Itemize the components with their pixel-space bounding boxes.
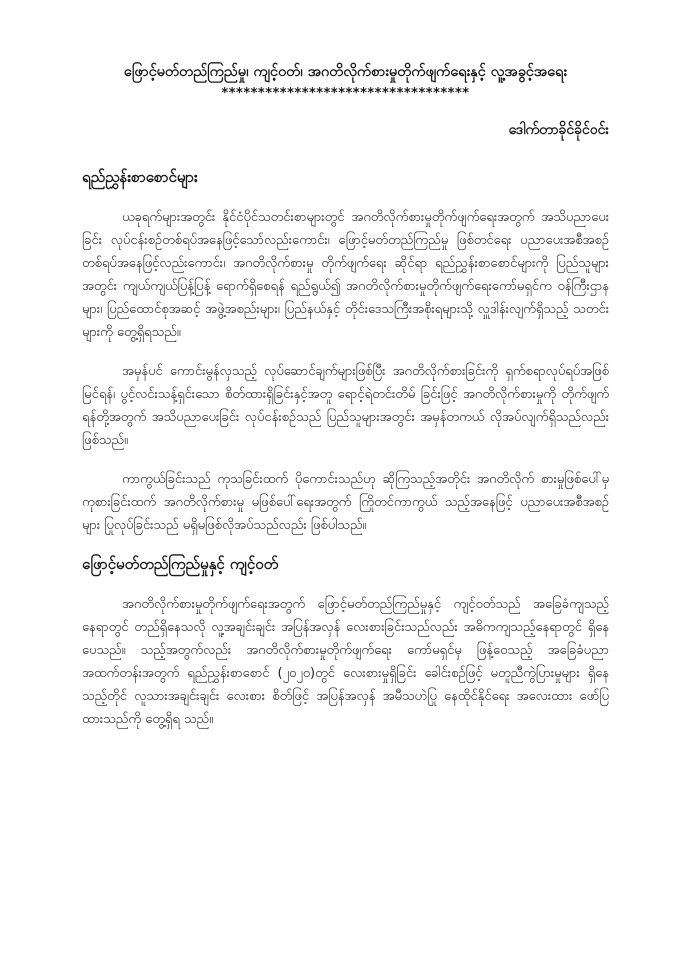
author-name: ဒေါက်တာခိုင်ခိုင်ဝင်း [508,122,609,138]
paragraph: အဂတိလိုက်စားမှုတိုက်ဖျက်ရေးအတွက် ဖြောင့်မတ်တည်ကြည်မှုနှင့် ကျင့်ဝတ်သည် အခြေခံကျသည့်နေရာတွင် တည်ရှိနေသလို လူ့အချင်းချင်း အပြန်အလှန် လေးစားခြင်းသည်လည်း အဓိကကျသည့်နေရာတွင် ရှိနေပေသည်။ သည့်အတွက်လည်း အဂတိလိုက်စားမှုတိုက်ဖျက်ရေး ကော်မရှင်မှ ဖြန့်ဝေသည့် အခြေခံပညာအထက်တန်းအတွက် ရည်ညွှန်းစာစောင် (၂၀၂၀)တွင် လေးစားမှုရှိခြင်း ခေါင်းစဉ်ဖြင့် မတူညီကွဲပြားမှုများ ရှိနေသည့်တိုင် လူသားအချင်းချင်း လေးစား စိတ်ဖြင့် အပြန်အလှန် အမီသဟဲပြု နေထိုင်နိုင်ရေး အလေးထား ဖော်ပြထားသည်ကို တွေ့ရှိရ သည်။ [82,597,609,727]
section-heading-integrity-ethics: ဖြောင့်မတ်တည်ကြည်မှုနှင့် ကျင့်ဝတ် [82,555,279,573]
document-title: ဖြောင့်မတ်တည်ကြည်မှု၊ ကျင့်ဝတ်၊ အဂတိလိုက်စားမှုတိုက်ဖျက်ရေးနှင့် လူ့အခွင့်အရေး [123,64,568,80]
section-heading-references: ရည်ညွှန်းစာစောင်များ [82,168,198,186]
paragraph: ယခုရက်များအတွင်း နိုင်ငံပိုင်သတင်းစာများတွင် အဂတိလိုက်စားမှုတိုက်ဖျက်ရေးအတွက် အသိပညာပေးခြင်း လုပ်ငန်းစဉ်တစ်ရပ်အနေဖြင့်သော်လည်းကောင်း၊ ဖြောင့်မတ်တည်ကြည်မှု ဖြစ်တင်ရေး ပညာပေးအစီအစဉ်တစ်ရပ်အနေဖြင့်လည်းကောင်း၊ အဂတိလိုက်စားမှု တိုက်ဖျက်ရေး ဆိုင်ရာ ရည်ညွှန်းစာစောင်များကို ပြည်သူများအတွင်း ကျယ်ကျယ်ပြန့်ပြန့် ရောက်ရှိစေရန် ရည်ရွယ်၍ အဂတိလိုက်စားမှုတိုက်ဖျက်ရေးကော်မရှင်က ဝန်ကြီးဌာနများ၊ ပြည်ထောင်စုအဆင့် အဖွဲ့အစည်းများ၊ ပြည်နယ်နှင့် တိုင်းဒေသကြီးအစိုးရများသို့ လှူဒါန်းလျက်ရှိသည့် သတင်းများကို တွေ့ရှိရသည်။ [82,210,609,340]
paragraph: အမှန်ပင် ကောင်းမွန်လှသည့် လုပ်ဆောင်ချက်များဖြစ်ပြီး အဂတိလိုက်စားခြင်းကို ရှက်စရာလုပ်ရပ်အဖြစ်မြင်ရန်၊ ပွင့်လင်းသန့်ရှင်းသော စိတ်ထားရှိခြင်းနှင့်အတူ ရောင့်ရဲတင်းတိမ် ခြင်းဖြင့် အဂတိလိုက်စားမှုကို တိုက်ဖျက်ရန်တို့အတွက် အသိပညာပေးခြင်း လုပ်ငန်းစဉ်သည် ပြည်သူများအတွင်း အမှန်တကယ် လိုအပ်လျက်ရှိသည်လည်း ဖြစ်သည်။ [82,364,609,448]
title-separator: ********************************** [221,86,470,101]
paragraph: ကာကွယ်ခြင်းသည် ကုသခြင်းထက် ပိုကောင်းသည်ဟု ဆိုကြသည့်အတိုင်း အဂတိလိုက် စားမှုဖြစ်ပေါ်မှ ကုစားခြင်းထက် အဂတိလိုက်စားမှု မဖြစ်ပေါ်ရေးအတွက် ကြိုတင်ကာကွယ် သည့်အနေဖြင့် ပညာပေးအစီအစဉ်များ ပြုလုပ်ခြင်းသည် မရှိမဖြစ်လိုအပ်သည်လည်း ဖြစ်ပါသည်။ [82,472,609,533]
